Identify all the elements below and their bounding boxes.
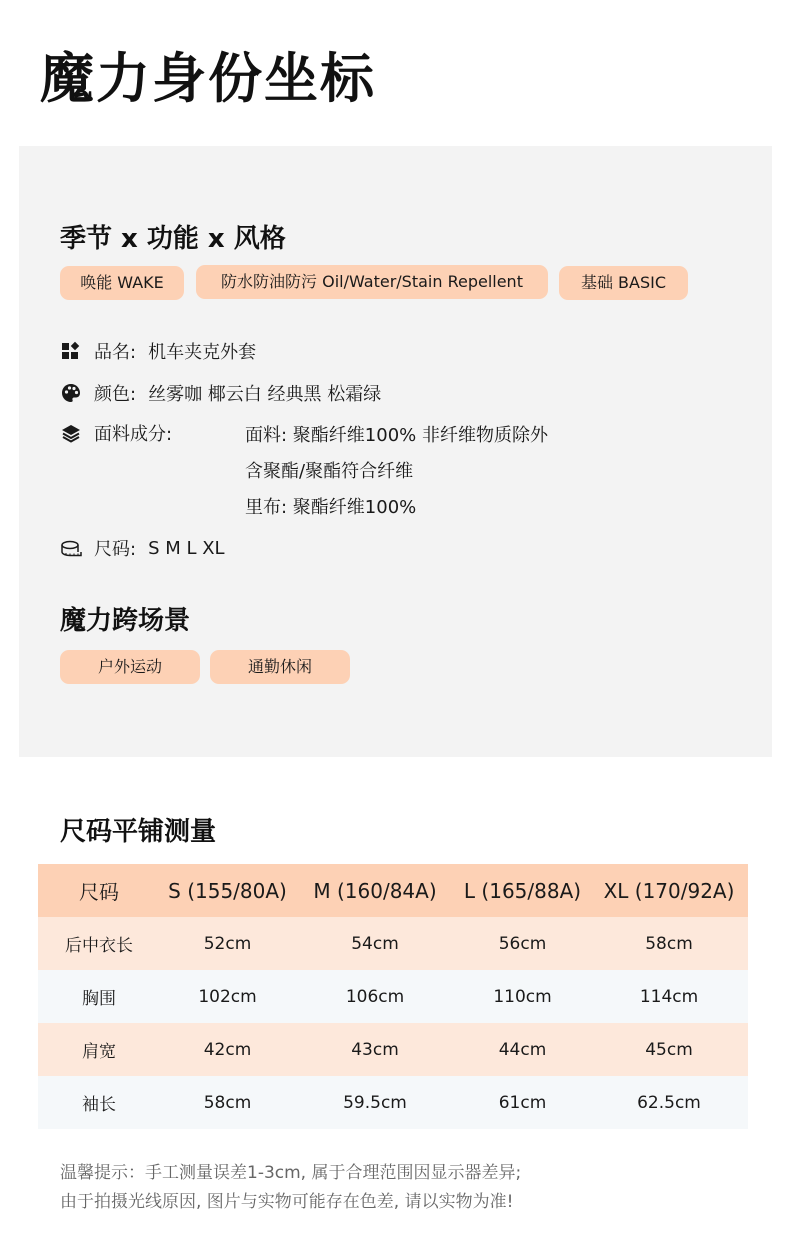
attr-color-row bbox=[60, 381, 381, 405]
attr-name-row bbox=[60, 339, 256, 363]
note-line-1: 温馨提示：手工测量误差1-3cm, 属于合理范围因显示器差异; bbox=[60, 1163, 522, 1183]
table-row bbox=[38, 917, 748, 970]
table-cell: 54cm bbox=[351, 933, 399, 954]
fabric-line-3: 里布: 聚酯纤维100% bbox=[245, 497, 417, 518]
table-cell: 42cm bbox=[203, 1039, 252, 1060]
apps-icon bbox=[60, 340, 82, 362]
table-cell: 肩宽 bbox=[82, 1042, 116, 1062]
table-cell: 58cm bbox=[645, 933, 693, 954]
table-row bbox=[38, 1076, 748, 1129]
attr-size-value: S M L XL bbox=[148, 537, 225, 559]
attr-name-value: 机车夹克外套 bbox=[148, 342, 257, 363]
table-row bbox=[38, 1023, 748, 1076]
table-cell: 59.5cm bbox=[343, 1092, 407, 1113]
table-cell: 102cm bbox=[198, 986, 257, 1007]
table-cell: 56cm bbox=[498, 933, 547, 954]
table-cell: 后中衣长 bbox=[65, 936, 133, 956]
table-cell: 44cm bbox=[498, 1039, 547, 1060]
table-cell: 袖长 bbox=[82, 1095, 116, 1115]
attr-color-value: 丝雾咖 椰云白 经典黑 松霜绿 bbox=[148, 384, 382, 405]
column-header: 尺码 bbox=[79, 880, 119, 904]
attr-color-label: 颜色: bbox=[94, 384, 137, 405]
table-cell: 110cm bbox=[493, 986, 552, 1007]
table-row bbox=[38, 970, 748, 1023]
fabric-line-1: 面料: 聚酯纤维100% 非纤维物质除外 bbox=[245, 425, 548, 446]
note-line-2: 由于拍摄光线原因, 图片与实物可能存在色差, 请以实物为准! bbox=[60, 1192, 514, 1212]
table-cell: 61cm bbox=[498, 1092, 547, 1113]
table-cell: 58cm bbox=[203, 1092, 252, 1113]
style-section-heading: 季节 x 功能 x 风格 bbox=[60, 224, 286, 254]
measuring-tape-icon bbox=[60, 537, 82, 559]
attr-name-label: 品名: bbox=[94, 342, 137, 363]
table-header-row bbox=[38, 864, 748, 917]
size-table-heading: 尺码平铺测量 bbox=[60, 817, 217, 847]
column-header: XL (170/92A) bbox=[603, 878, 735, 903]
column-header: L (165/88A) bbox=[463, 878, 582, 903]
page-title: 魔力身份坐标 bbox=[40, 47, 376, 110]
tag-commute-leisure: 通勤休闲 bbox=[210, 650, 350, 684]
scene-section-heading: 魔力跨场景 bbox=[60, 606, 191, 636]
column-header: S (155/80A) bbox=[168, 878, 287, 903]
fabric-line-2: 含聚酯/聚酯符合纤维 bbox=[245, 461, 414, 482]
layers-icon bbox=[60, 422, 82, 444]
size-table bbox=[38, 864, 748, 1129]
table-cell: 43cm bbox=[351, 1039, 399, 1060]
tag-basic: 基础 BASIC bbox=[559, 266, 688, 300]
table-cell: 52cm bbox=[203, 933, 252, 954]
table-cell: 114cm bbox=[639, 986, 699, 1007]
attr-fabric-row bbox=[60, 421, 172, 445]
table-cell: 62.5cm bbox=[637, 1092, 701, 1113]
table-cell: 45cm bbox=[645, 1039, 693, 1060]
table-cell: 106cm bbox=[345, 986, 405, 1007]
tag-repellent: 防水防油防污 Oil/Water/Stain Repellent bbox=[196, 265, 548, 299]
attr-size-label: 尺码: bbox=[94, 539, 137, 560]
attr-fabric-label: 面料成分: bbox=[94, 424, 173, 445]
column-header: M (160/84A) bbox=[313, 878, 437, 903]
tag-outdoor-sports: 户外运动 bbox=[60, 650, 200, 684]
table-cell: 胸围 bbox=[82, 989, 116, 1009]
attr-size-row bbox=[60, 536, 225, 560]
palette-icon bbox=[60, 382, 82, 404]
tag-wake: 唤能 WAKE bbox=[60, 266, 184, 300]
